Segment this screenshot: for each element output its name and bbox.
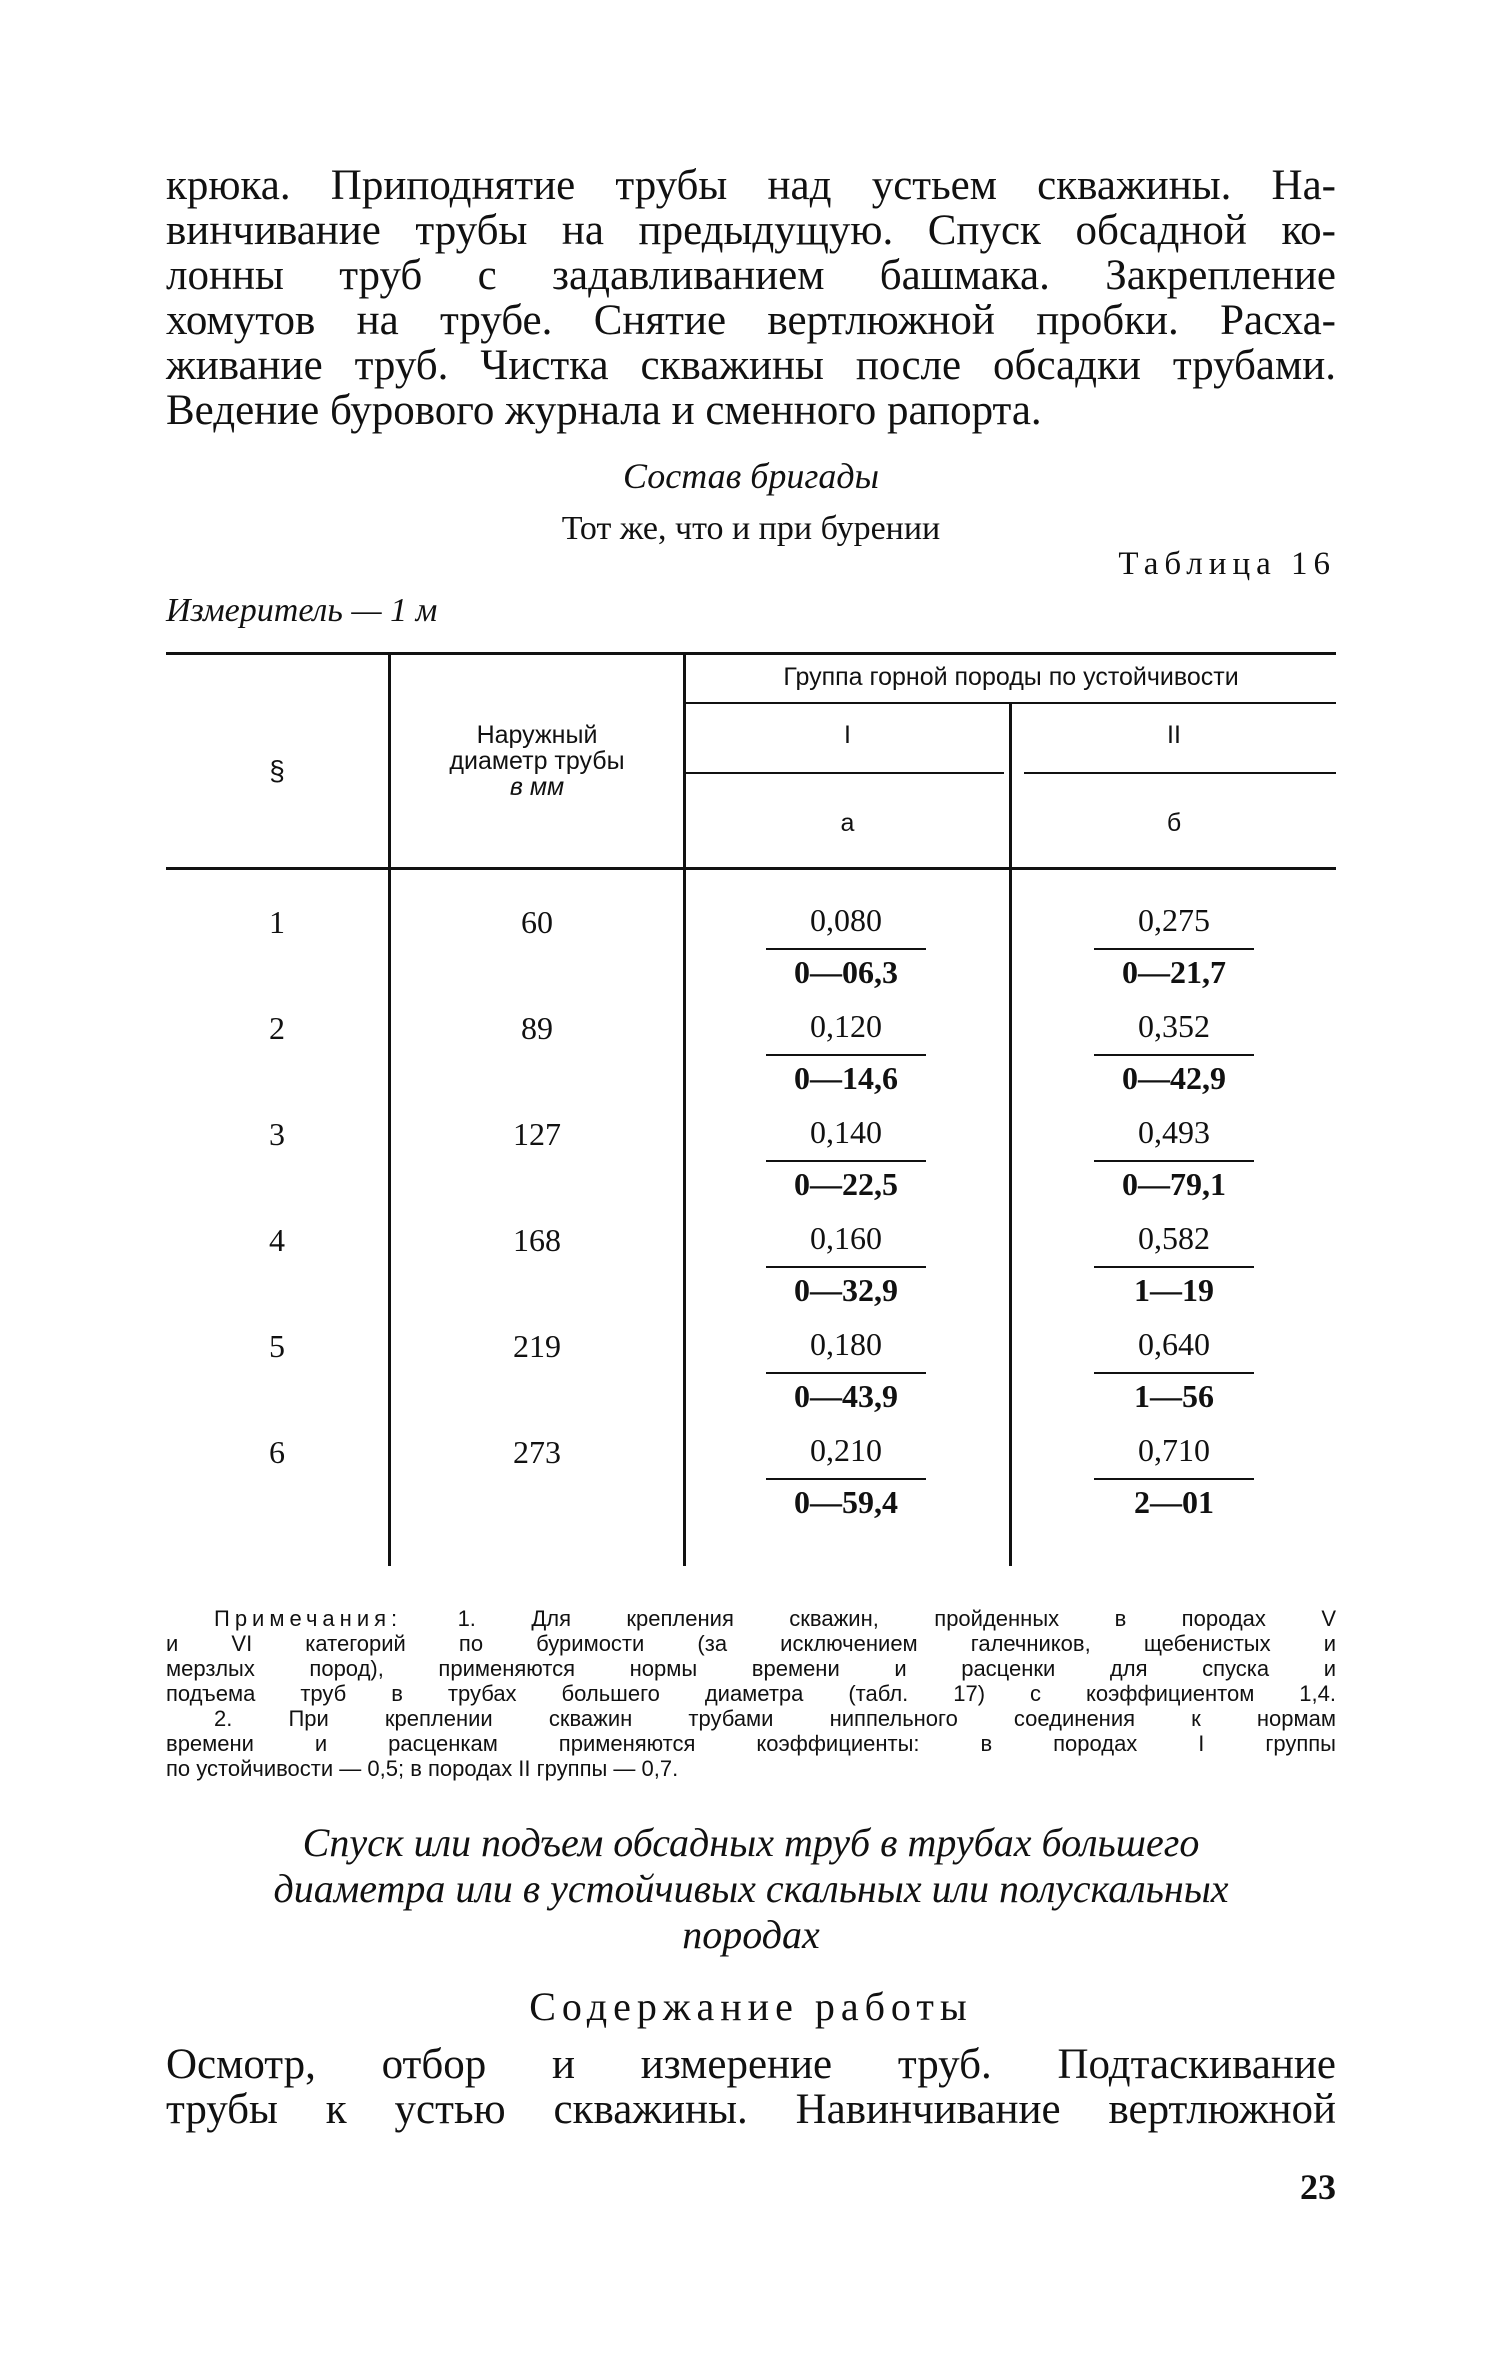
cell-b-numerator: 0,640 — [1138, 1326, 1210, 1362]
cell-a-denominator: 0—06,3 — [794, 954, 898, 990]
header-group-i: I — [844, 721, 851, 749]
cell-b-denominator: 1—56 — [1134, 1378, 1214, 1414]
intro-line: винчивание трубы на предыдущую. Спуск обсадной ко- — [166, 207, 1336, 254]
subheader-rule-a — [686, 772, 1004, 774]
cell-diameter: 127 — [513, 1116, 561, 1152]
intro-line: крюка. Приподнятие трубы над устьем скважины. На- — [166, 162, 1336, 209]
cell-b-numerator: 0,582 — [1138, 1220, 1210, 1256]
table-label: Таблица 16 — [1118, 546, 1336, 582]
cell-b-denominator: 0—79,1 — [1122, 1166, 1226, 1202]
cell-a-numerator: 0,210 — [810, 1432, 882, 1468]
intro-line: живание труб. Чистка скважины после обсадки трубами. — [166, 342, 1336, 389]
cell-diameter: 168 — [513, 1222, 561, 1258]
work-line: Осмотр, отбор и измерение труб. Подтаскивание — [166, 2041, 1336, 2088]
work-line: трубы к устью скважины. Навинчивание вертлюжной — [166, 2086, 1336, 2133]
crew-caption: Состав бригады — [622, 456, 880, 496]
cell-section: 4 — [269, 1222, 285, 1258]
intro-paragraph — [166, 163, 1336, 433]
fraction-line — [766, 1266, 926, 1268]
crew-text: Тот же, что и при бурении — [561, 510, 941, 547]
cell-a-numerator: 0,160 — [810, 1220, 882, 1256]
cell-diameter: 89 — [521, 1010, 553, 1046]
fraction-line — [1094, 1372, 1254, 1374]
notes-line: и VI категорий по буримости (за исключением галечников, щебенистых и — [166, 1631, 1336, 1656]
cell-a-denominator: 0—22,5 — [794, 1166, 898, 1202]
fraction-line — [1094, 1478, 1254, 1480]
cell-a-denominator: 0—14,6 — [794, 1060, 898, 1096]
header-diameter-line: в мм — [509, 773, 565, 801]
work-paragraph — [166, 2042, 1336, 2132]
cell-diameter: 273 — [513, 1434, 561, 1470]
measure-unit: Измеритель — 1 м — [166, 592, 438, 629]
cell-section: 3 — [269, 1116, 285, 1152]
cell-a-denominator: 0—43,9 — [794, 1378, 898, 1414]
section-title-line: диаметра или в устойчивых скальных или полускальных — [273, 1866, 1229, 1911]
header-sub-a: а — [840, 809, 855, 837]
cell-a-numerator: 0,120 — [810, 1008, 882, 1044]
table-notes — [166, 1606, 1336, 1781]
cell-b-denominator: 1—19 — [1134, 1272, 1214, 1308]
intro-line: лонны труб с задавливанием башмака. Закрепление — [166, 252, 1336, 299]
header-group-ii: II — [1167, 721, 1181, 749]
norms-table — [166, 652, 1336, 1572]
section-title — [166, 1820, 1336, 1958]
notes-line: 2. При креплении скважин трубами ниппельного соединения к нормам — [214, 1706, 1336, 1731]
fraction-line — [1094, 948, 1254, 950]
cell-section: 1 — [269, 904, 285, 940]
fraction-line — [766, 1054, 926, 1056]
table-header-rule — [166, 867, 1336, 870]
fraction-line — [766, 1160, 926, 1162]
cell-b-numerator: 0,710 — [1138, 1432, 1210, 1468]
fraction-line — [1094, 1160, 1254, 1162]
fraction-line — [766, 1372, 926, 1374]
fraction-line — [1094, 1266, 1254, 1268]
header-group: Группа горной породы по устойчивости — [783, 663, 1239, 691]
notes-line-text: 1. Для крепления скважин, пройденных в породах V — [402, 1606, 1336, 1631]
cell-b-denominator: 2—01 — [1134, 1484, 1214, 1520]
header-diameter — [391, 722, 683, 800]
intro-line: хомутов на трубе. Снятие вертлюжной пробки. Расха- — [166, 297, 1336, 344]
cell-b-denominator: 0—42,9 — [1122, 1060, 1226, 1096]
subheader-rule-b — [1024, 772, 1336, 774]
cell-diameter: 219 — [513, 1328, 561, 1364]
fraction-line — [766, 1478, 926, 1480]
page-number: 23 — [1300, 2167, 1336, 2207]
section-title-line: Спуск или подъем обсадных труб в трубах большего — [302, 1820, 1200, 1865]
header-sub-b: б — [1166, 809, 1182, 837]
cell-a-numerator: 0,180 — [810, 1326, 882, 1362]
section-title-line: породах — [682, 1912, 820, 1957]
notes-line: по устойчивости — 0,5; в породах II группы — 0,7. — [166, 1756, 679, 1781]
cell-a-numerator: 0,140 — [810, 1114, 882, 1150]
header-diameter-line: Наружный — [476, 721, 598, 749]
notes-line: подъема труб в трубах большего диаметра (табл. 17) с коэффициентом 1,4. — [166, 1681, 1336, 1706]
fraction-line — [1094, 1054, 1254, 1056]
cell-section: 6 — [269, 1434, 285, 1470]
cell-b-numerator: 0,275 — [1138, 902, 1210, 938]
cell-b-numerator: 0,352 — [1138, 1008, 1210, 1044]
cell-section: 5 — [269, 1328, 285, 1364]
notes-line: времени и расценкам применяются коэффициенты: в породах I группы — [166, 1731, 1336, 1756]
cell-section: 2 — [269, 1010, 285, 1046]
cell-diameter: 60 — [521, 904, 553, 940]
header-section: § — [269, 755, 285, 786]
cell-b-numerator: 0,493 — [1138, 1114, 1210, 1150]
notes-label: Примечания: — [214, 1606, 403, 1631]
work-heading: Содержание работы — [529, 1984, 973, 2029]
cell-a-numerator: 0,080 — [810, 902, 882, 938]
intro-line: Ведение бурового журнала и сменного рапорта. — [166, 387, 1042, 434]
header-diameter-line: диаметр трубы — [449, 747, 625, 775]
fraction-line — [766, 948, 926, 950]
notes-line — [166, 1606, 1336, 1631]
cell-b-denominator: 0—21,7 — [1122, 954, 1226, 990]
column-divider — [683, 654, 686, 1566]
table-top-rule — [166, 652, 1336, 655]
notes-line: мерзлых пород), применяются нормы времени и расценки для спуска и — [166, 1656, 1336, 1681]
cell-a-denominator: 0—32,9 — [794, 1272, 898, 1308]
cell-a-denominator: 0—59,4 — [794, 1484, 898, 1520]
